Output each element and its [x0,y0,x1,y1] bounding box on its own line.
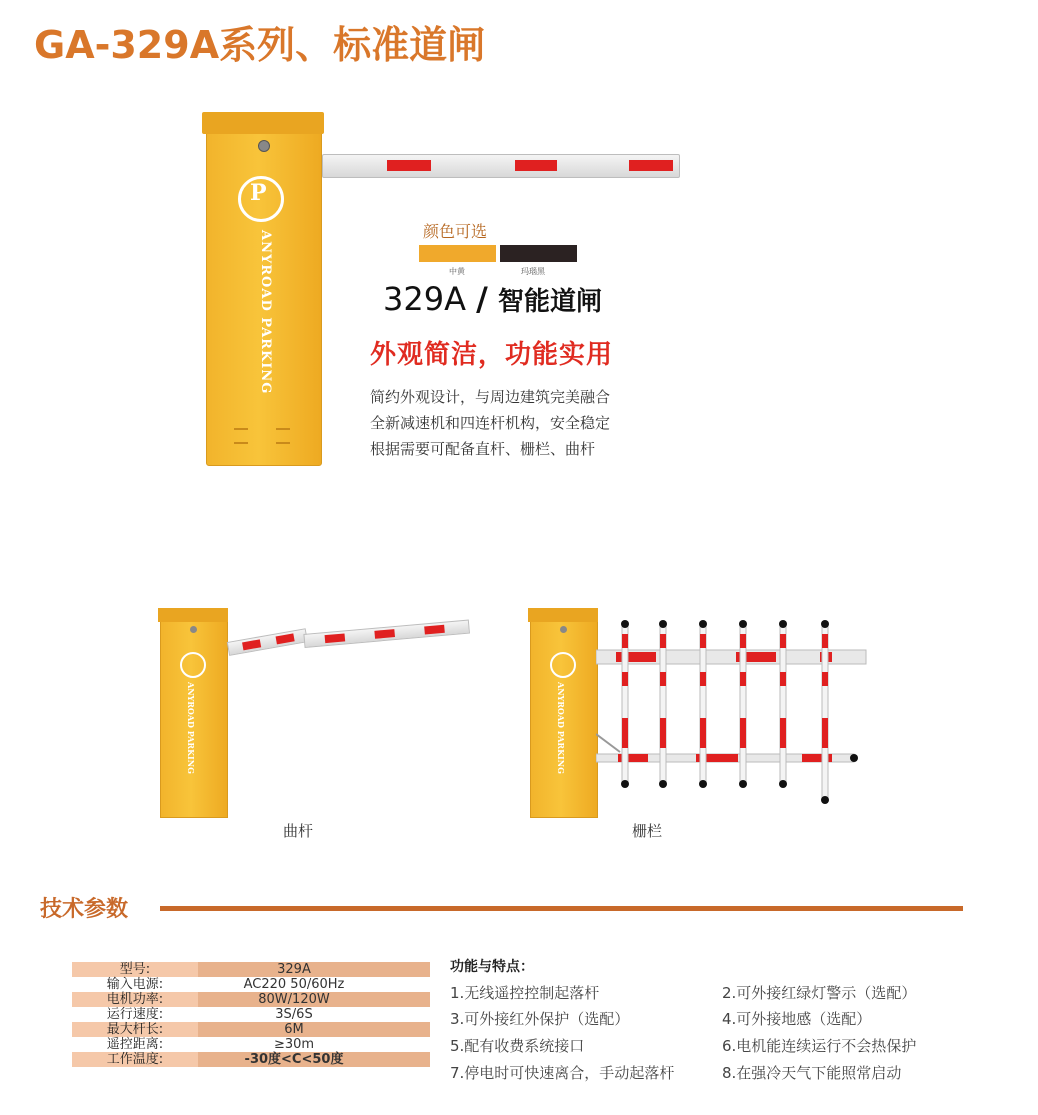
section-divider [160,906,963,911]
lock-icon [258,140,270,152]
caption-curved-arm: 曲杆 [283,822,314,840]
spec-key: 最大杆长: [72,1022,198,1037]
brand-vertical-text: ANYROAD PARKING [186,682,196,774]
barrier-arm-segment [227,628,308,656]
fence-arm [596,614,868,814]
vent-icon [276,428,290,444]
brand-vertical-text: ANYROAD PARKING [556,682,566,774]
description-line: 简约外观设计，与周边建筑完美融合 [370,388,611,406]
spec-key: 遥控距离: [72,1037,198,1052]
spec-value: 80W/120W [198,992,430,1007]
lock-icon [560,626,567,633]
table-row [72,1037,430,1052]
parking-logo-icon [180,652,206,678]
model-separator: / [476,280,488,318]
feature-item: 5.配有收费系统接口 [450,1037,585,1055]
slogan: 外观简洁，功能实用 [370,340,614,370]
table-row [72,992,430,1007]
gate-cabinet-top [158,608,228,622]
feature-item: 8.在强冷天气下能照常启动 [722,1064,902,1082]
description-line: 全新减速机和四连杆机构，安全稳定 [370,414,611,432]
parking-logo-letter: P [250,180,267,206]
spec-value: AC220 50/60Hz [198,977,430,992]
vent-icon [234,428,248,444]
feature-item: 3.可外接红外保护（选配） [450,1010,630,1028]
model-number: 329A [383,280,466,318]
page-title: GA-329A系列、标准道闸 [34,23,486,67]
table-row [72,1052,430,1067]
table-row [72,1022,430,1037]
feature-item: 1.无线遥控控制起落杆 [450,984,600,1002]
model-heading [383,280,602,318]
swatch-caption-black: 玛瑙黑 [521,267,545,276]
feature-item: 4.可外接地感（选配） [722,1010,872,1028]
table-row [72,1007,430,1022]
parking-logo-icon [550,652,576,678]
spec-table [72,962,430,1067]
color-swatch-yellow [419,245,496,262]
color-options-label: 颜色可选 [423,222,488,241]
description-line: 根据需要可配备直杆、栅栏、曲杆 [370,440,596,458]
spec-value: 329A [198,962,430,977]
spec-value: 6M [198,1022,430,1037]
spec-value: 3S/6S [198,1007,430,1022]
lock-icon [190,626,197,633]
color-swatch-black [500,245,577,262]
fence-arm-gate-illustration [528,604,868,814]
description [370,384,610,462]
spec-key: 型号: [72,962,198,977]
gate-cabinet-top [202,112,324,134]
spec-value: ≥30m [198,1037,430,1052]
spec-value: -30度<C<50度 [198,1052,430,1067]
spec-key: 电机功率: [72,992,198,1007]
table-row [72,962,430,977]
curved-arm-gate-illustration [158,604,478,824]
swatch-caption-yellow: 中黄 [449,267,465,276]
feature-item: 2.可外接红绿灯警示（选配） [722,984,917,1002]
gate-cabinet-top [528,608,598,622]
feature-item: 6.电机能连续运行不会热保护 [722,1037,917,1055]
spec-key: 运行速度: [72,1007,198,1022]
barrier-arm-segment [303,620,470,648]
model-suffix: 智能道闸 [498,287,603,317]
spec-key: 输入电源: [72,977,198,992]
caption-fence-arm: 栅栏 [632,822,663,840]
spec-section-title: 技术参数 [40,897,129,922]
spec-key: 工作温度: [72,1052,198,1067]
brand-vertical-text: ANYROAD PARKING [258,230,273,395]
feature-item: 7.停电时可快速离合，手动起落杆 [450,1064,675,1082]
table-row [72,977,430,992]
barrier-arm [322,154,680,178]
features-title: 功能与特点： [450,959,534,975]
